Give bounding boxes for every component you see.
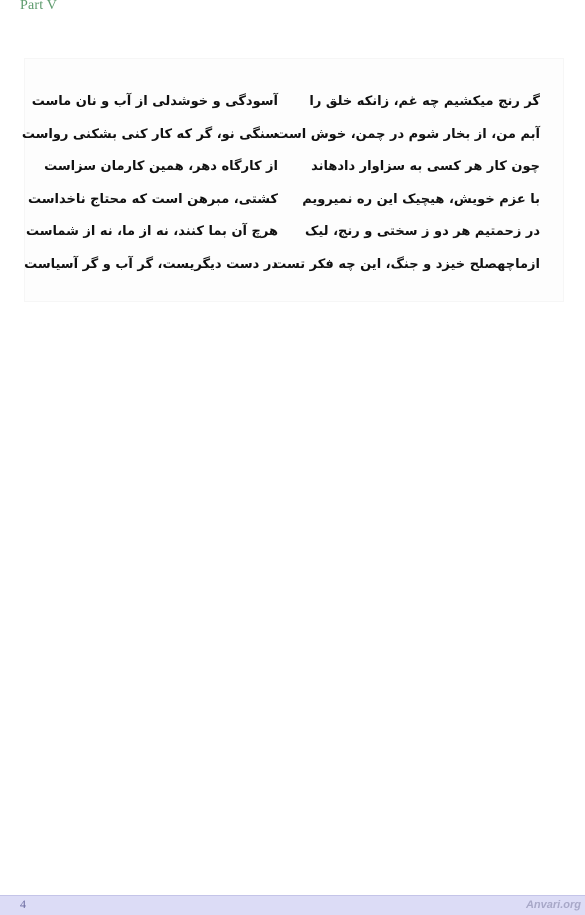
verse-line: گر رنج میکشیم چه غم، زانکه خلق را	[309, 94, 540, 109]
part-label: Part V	[20, 0, 58, 13]
verse-line: هرچ آن بما کنند، نه از ما، نه از شماست	[25, 224, 278, 239]
verse-line: آسودگی و خوشدلی از آب و نان ماست	[31, 94, 278, 109]
verse-line: با عزم خویش، هیچیک این ره نمیرویم	[302, 191, 540, 207]
verse-line: در زحمتیم هر دو ز سختی و رنج، لیک	[305, 224, 540, 239]
page-number: 4	[20, 897, 26, 911]
verse-line: سنگی نو، گر که کار کنی بشکنی رواست	[21, 126, 278, 142]
verse-line: از کارگاه دهر، همین کارمان سزاست	[44, 159, 278, 174]
footer-bar	[0, 895, 585, 915]
verse-line: در دست دیگریست، گر آب و گر آسیاست	[24, 256, 278, 272]
verse-line: آبم من، از بخار شوم در چمن، خوش است	[275, 126, 540, 142]
verse-line: چون کار هر کسی به سزاوار دادهاند	[311, 159, 540, 174]
poem-column-left	[21, 86, 278, 281]
watermark-logo: Anvari.org	[525, 899, 581, 911]
verse-line: کشتی، مبرهن است که محتاج ناخداست	[27, 191, 278, 207]
poem-column-right	[273, 86, 540, 281]
verse-line: ازماچهصلح خیزد و جنگ، این چه فکر تست	[273, 256, 540, 272]
poem-panel	[21, 58, 564, 302]
